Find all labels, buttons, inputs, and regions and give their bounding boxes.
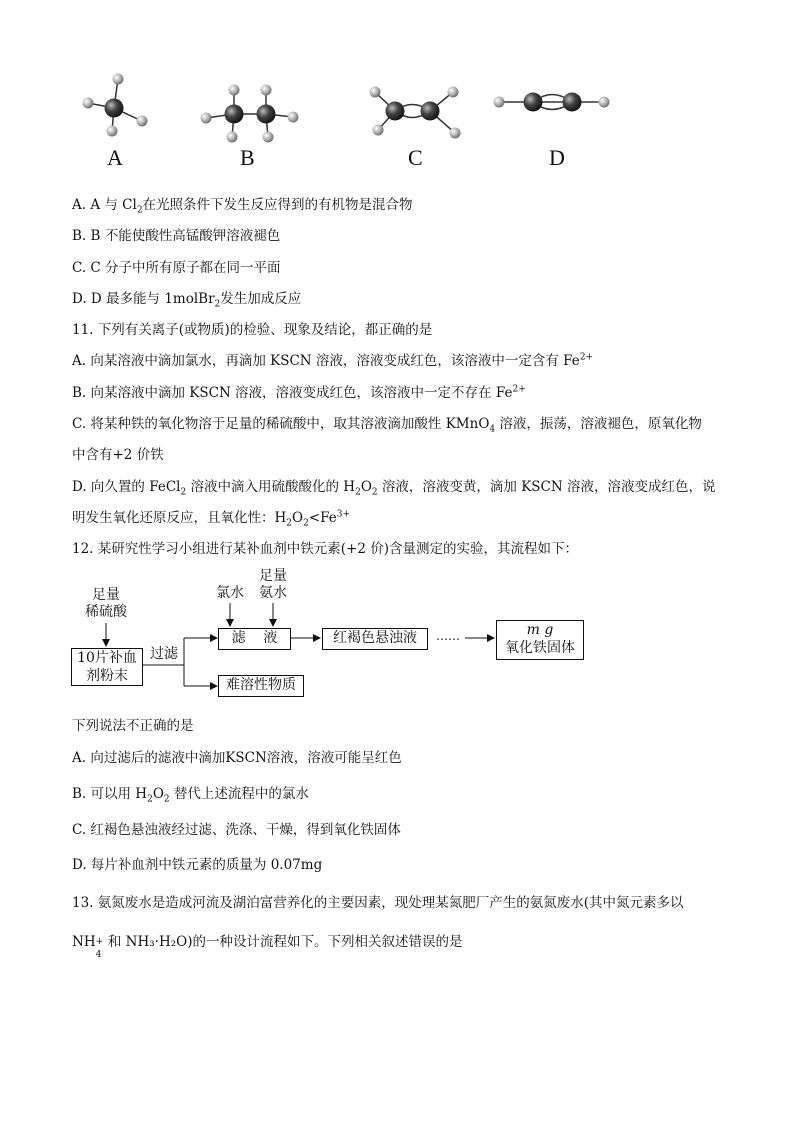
q11-option-d: D. 向久置的 FeCl$_2$ 溶液中滴入用硫酸酸化的 $H_2O_2$ 溶液，溶液变黄，滴加 KSCN 溶液，溶液变成红色，说 — [72, 479, 716, 498]
q12-option-c: C. 红褐色悬浊液经过滤、洗涤、干燥，得到氧化铁固体 — [72, 822, 401, 838]
q11-option-d-cont: 明发生氧化还原反应，且氧化性：$H_2O_2<Fe^{3+}$ — [72, 509, 351, 529]
chlorine-water-label: 氯水 — [216, 585, 244, 601]
q12-option-a: A. 向过滤后的滤液中滴加KSCN溶液，溶液可能呈红色 — [72, 750, 402, 766]
q12-stem: 12. 某研究性学习小组进行某补血剂中铁元素(+2 价)含量测定的实验，其流程如下： — [72, 541, 578, 557]
powder-box: 10片补血 剂粉末 — [71, 648, 143, 686]
q10-option-a: A. A 与 $Cl_2$在光照条件下发生反应得到的有机物是混合物 — [72, 197, 413, 216]
molecule-label-c: C — [408, 145, 423, 170]
insoluble-box: 难溶性物质 — [218, 675, 304, 697]
q10-option-b: B. B 不能使酸性高锰酸钾溶液褪色 — [72, 228, 281, 244]
q13-stem-cont: NH + 4 和 NH₃·H₂O)的一种设计流程如下。下列相关叙述错误的是 — [72, 934, 463, 960]
q13-stem: 13. 氨氮废水是造成河流及湖泊富营养化的主要因素，现处理某氮肥厂产生的氨氮废水(其中氮元素多以 — [72, 895, 684, 911]
q12-question: 下列说法不正确的是 — [72, 718, 194, 734]
q11-stem: 11. 下列有关离子(或物质)的检验、现象及结论，都正确的是 — [72, 322, 433, 338]
filtrate-box: 滤 液 — [218, 628, 291, 650]
iron-oxide-box: m g 氧化铁固体 — [496, 620, 584, 660]
q11-option-c-cont: 中含有+2 价铁 — [72, 447, 164, 463]
suspension-box: 红褐色悬浊液 — [322, 628, 428, 650]
q10-option-d: D. D 最多能与 1molBr$_2$发生加成反应 — [72, 291, 302, 310]
q11-option-b: B. 向某溶液中滴加 KSCN 溶液，溶液变成红色，该溶液中一定不存在 $Fe^{2+}$ — [72, 384, 526, 401]
ammonia-label: 足量 氨水 — [259, 568, 287, 601]
q10-option-c: C. C 分子中所有原子都在同一平面 — [72, 260, 281, 276]
molecule-label-d: D — [549, 145, 565, 170]
q12-option-d: D. 每片补血剂中铁元素的质量为 0.07mg — [72, 857, 323, 873]
q11-option-c: C. 将某种铁的氧化物溶于足量的稀硫酸中，取其溶液滴加酸性 KMnO$_4$ 溶液，振荡，溶液褪色，原氧化物 — [72, 416, 702, 435]
molecule-label-a: A — [107, 145, 123, 170]
flow-dots: …… — [436, 629, 460, 643]
acid-label: 足量 稀硫酸 — [85, 587, 127, 620]
molecule-label-b: B — [240, 145, 255, 170]
q12-option-b: B. 可以用 $H_2O_2$ 替代上述流程中的氯水 — [72, 786, 309, 805]
filter-label: 过滤 — [150, 646, 178, 662]
q11-option-a: A. 向某溶液中滴加氯水，再滴加 KSCN 溶液，溶液变成红色，该溶液中一定含有 $Fe^{2+}$ — [72, 352, 594, 369]
